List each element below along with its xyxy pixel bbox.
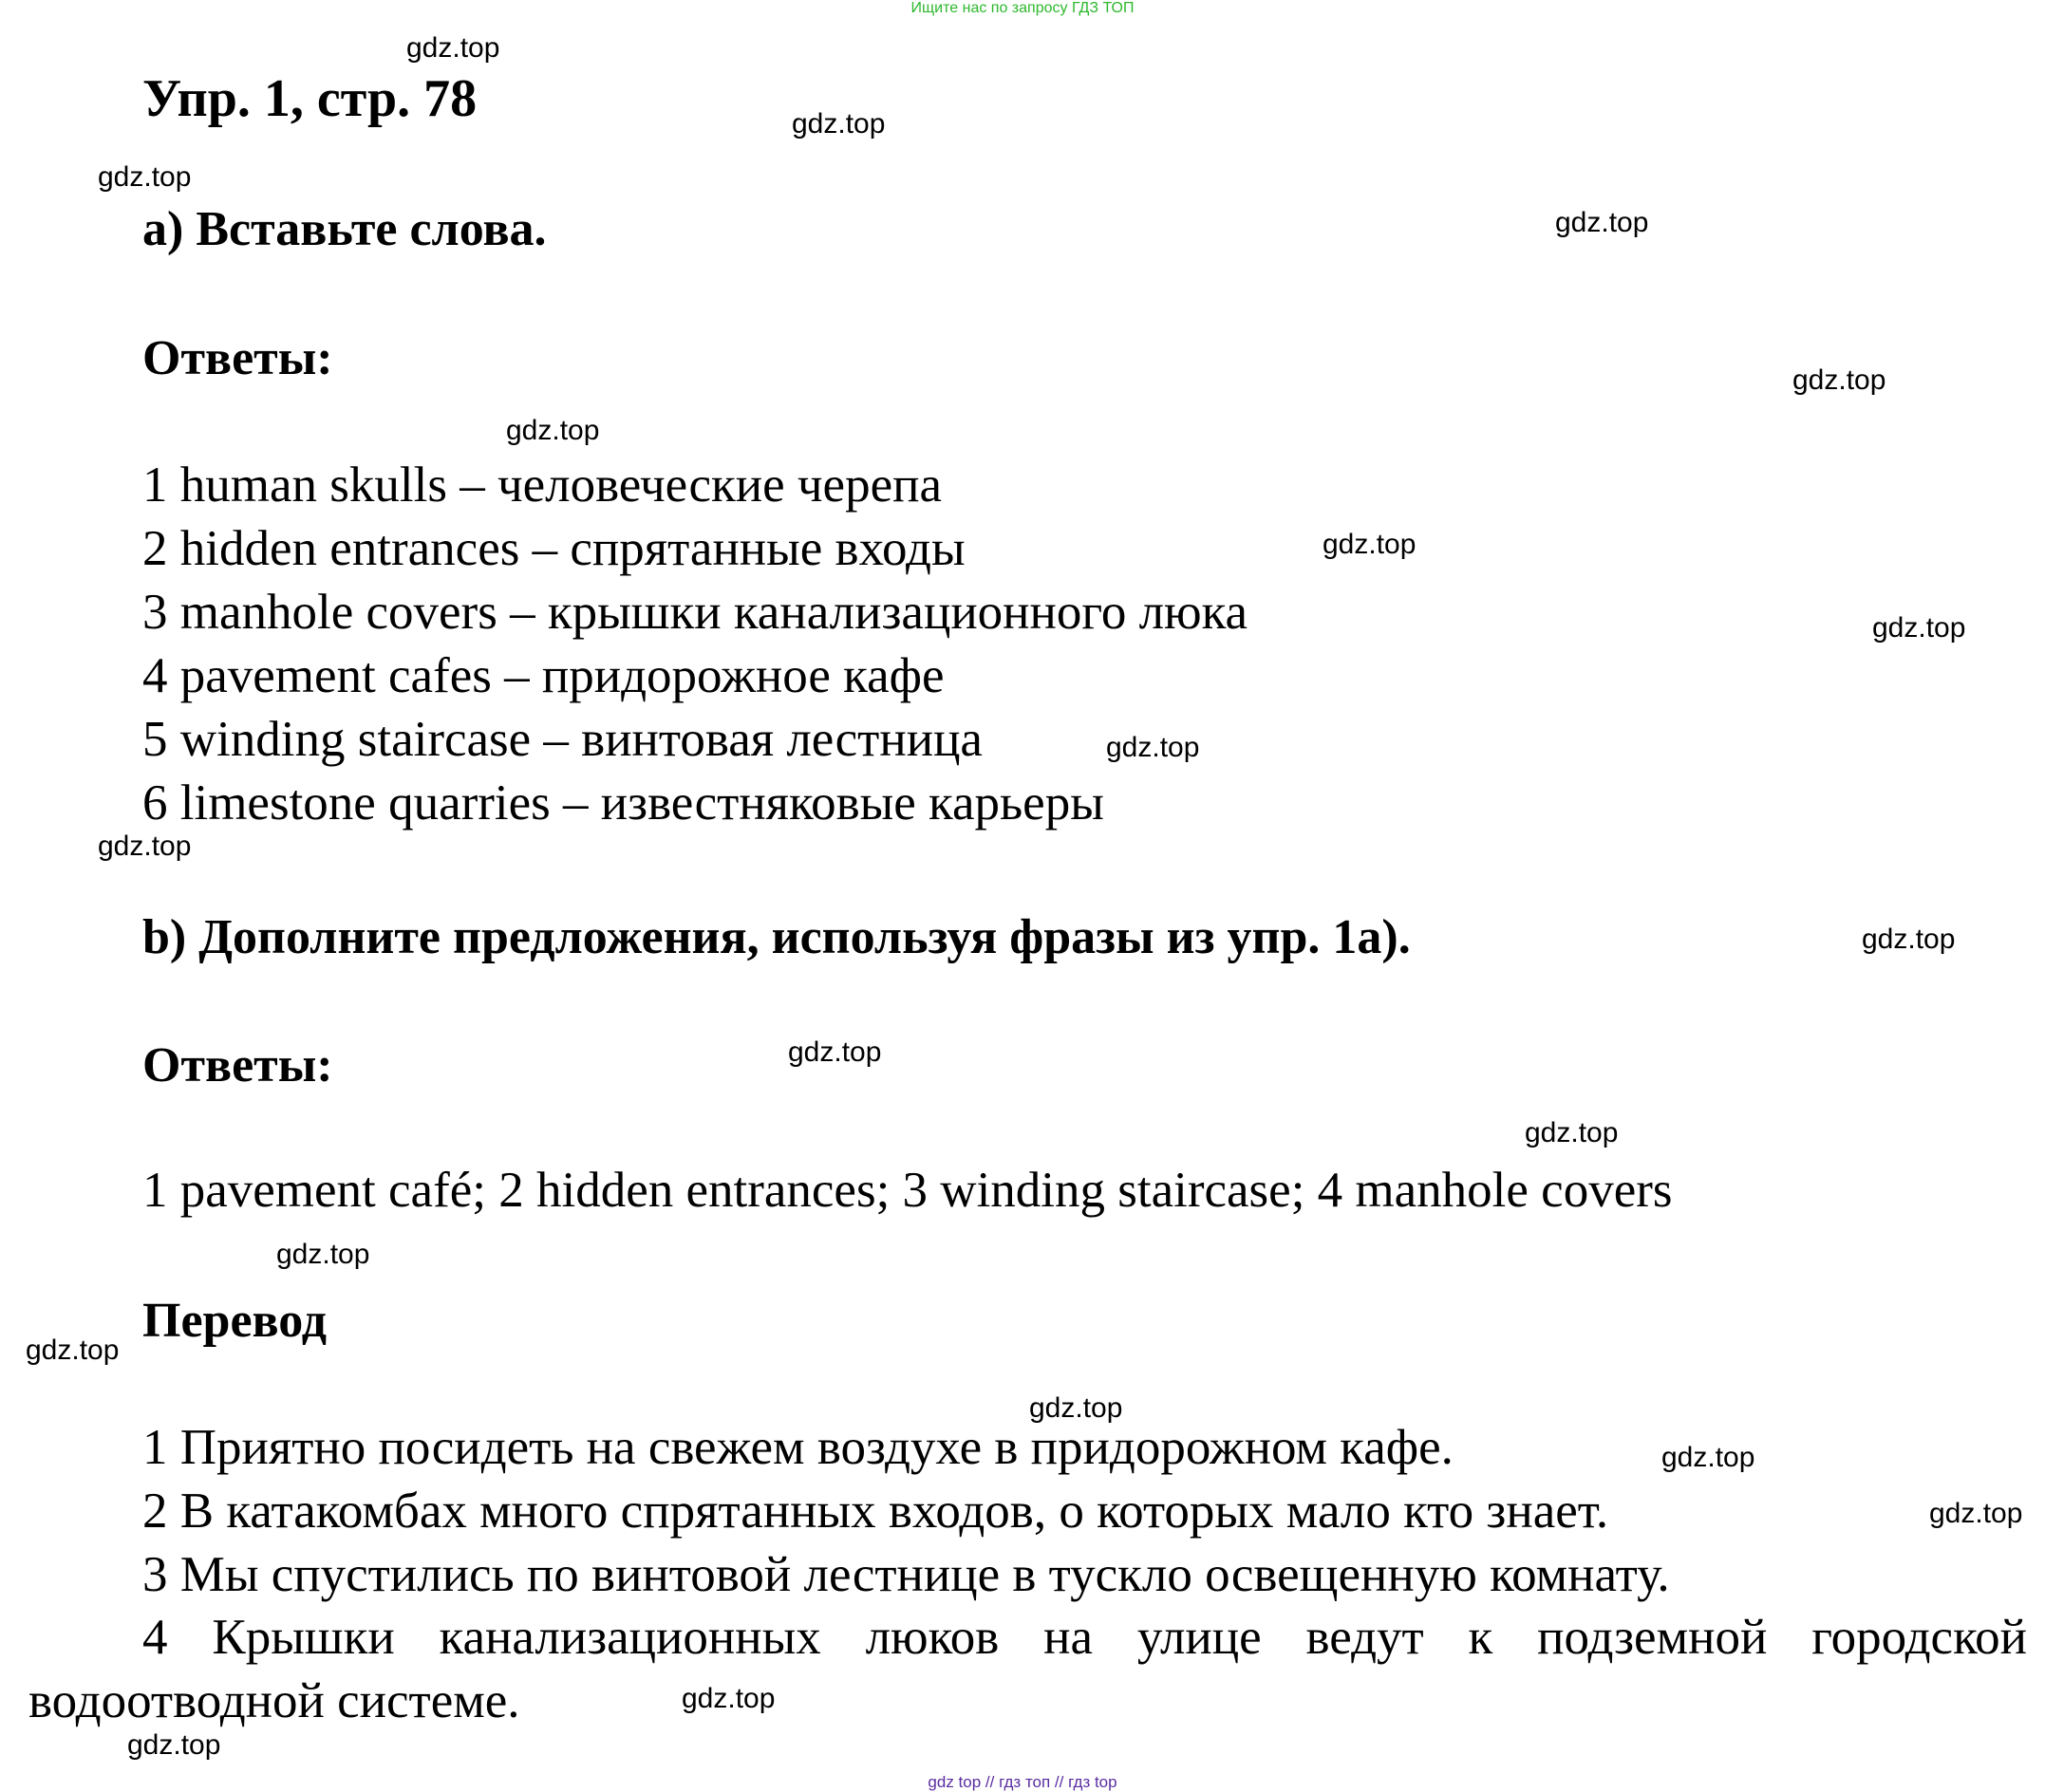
section-a-line-5: 5 winding staircase – винтовая лестница [142,712,983,767]
section-a-answers-label: Ответы: [142,331,333,385]
section-a-line-1: 1 human skulls – человеческие черепа [142,457,942,513]
watermark[interactable]: gdz.top [1792,364,1886,396]
top-banner[interactable]: Ищите нас по запросу ГДЗ ТОП [910,0,1135,16]
watermark[interactable]: gdz.top [1555,207,1649,238]
page-title: Упр. 1, стр. 78 [142,69,478,128]
bottom-links[interactable]: gdz top // гдз топ // гдз top [928,1773,1117,1791]
watermark[interactable]: gdz.top [1929,1498,2023,1529]
section-a-heading: a) Вставьте слова. [142,202,547,256]
watermark[interactable]: gdz.top [682,1683,776,1714]
translation-line-2: 2 В катакомбах много спрятанных входов, о которых мало кто знает. [142,1484,1609,1539]
section-b-answer-line: 1 pavement café; 2 hidden entrances; 3 winding staircase; 4 manhole covers [142,1163,1673,1218]
section-a-line-2: 2 hidden entrances – спрятанные входы [142,521,966,576]
section-b-heading: b) Дополните предложения, используя фразы из упр. 1a). [142,910,1411,964]
translation-line-4 [28,1606,2027,1733]
watermark[interactable]: gdz.top [1862,924,1956,955]
watermark[interactable]: gdz.top [1525,1117,1619,1148]
watermark[interactable]: gdz.top [1029,1392,1123,1424]
watermark[interactable]: gdz.top [1661,1442,1755,1473]
watermark[interactable]: gdz.top [1872,612,1966,644]
section-b-answers-label: Ответы: [142,1038,333,1092]
watermark[interactable]: gdz.top [276,1239,370,1270]
watermark[interactable]: gdz.top [127,1729,221,1761]
translation-line-1: 1 Приятно посидеть на свежем воздухе в придорожном кафе. [142,1420,1454,1475]
translation-line-3: 3 Мы спустились по винтовой лестнице в тускло освещенную комнату. [142,1547,1670,1602]
section-a-line-3: 3 manhole covers – крышки канализационного люка [142,585,1248,640]
translation-line-4-part-2: водоотводной системе. [28,1673,520,1728]
watermark[interactable]: gdz.top [1323,529,1416,560]
watermark[interactable]: gdz.top [98,831,192,862]
section-a-line-6: 6 limestone quarries – известняковые карьеры [142,775,1104,831]
watermark[interactable]: gdz.top [506,415,600,446]
translation-heading: Перевод [142,1294,328,1348]
watermark[interactable]: gdz.top [1106,732,1200,763]
watermark[interactable]: gdz.top [788,1036,882,1068]
watermark[interactable]: gdz.top [26,1335,120,1366]
watermark[interactable]: gdz.top [792,108,886,140]
watermark[interactable]: gdz.top [98,161,192,193]
translation-line-4-part-1: 4 Крышки канализационных люков на улице ведут к подземной городской [142,1610,2027,1665]
section-a-line-4: 4 pavement cafes – придорожное кафе [142,648,945,703]
watermark[interactable]: gdz.top [406,32,500,64]
